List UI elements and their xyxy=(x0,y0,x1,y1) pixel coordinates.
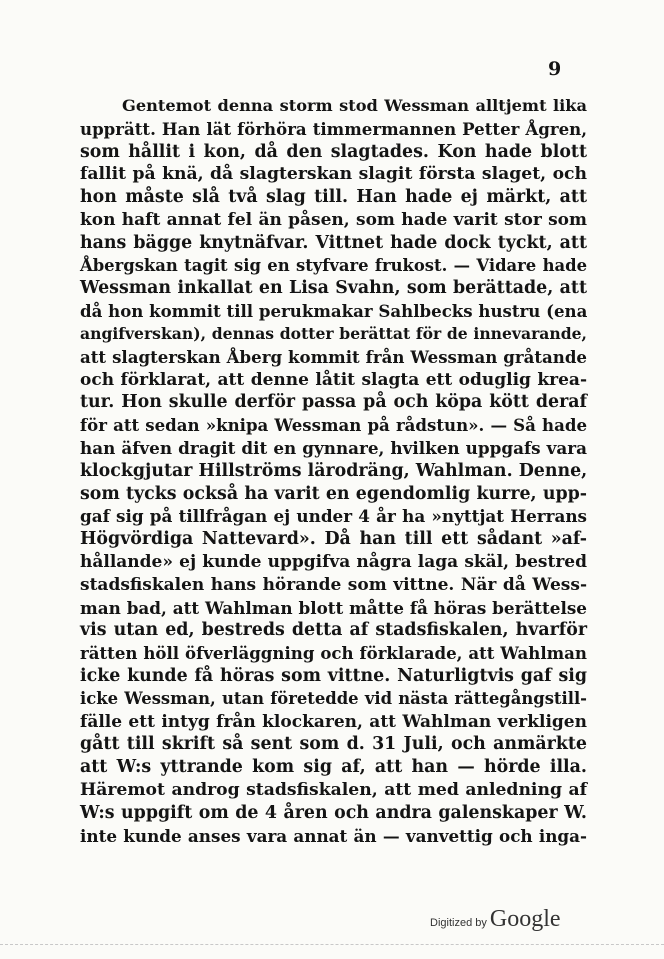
text-line: hon måste slå två slag till. Han hade ej märkt, att xyxy=(80,187,587,208)
text-line: Åbergskan tagit sig en styfvare frukost. — Vidare hade xyxy=(80,255,587,275)
text-line: och förklarat, att denne låtit slagta ett oduglig krea- xyxy=(80,369,587,390)
text-line: Högvördiga Nattevard». Då han till ett sådant »af- xyxy=(80,529,587,550)
text-line: angifverskan), dennas dotter berättat för de innevarande, xyxy=(80,323,587,343)
text-line: klockgjutar Hillströms lärodräng, Wahlman. Denne, xyxy=(80,460,588,481)
text-line: att W:s yttrande kom sig af, att han — hörde illa. xyxy=(80,757,587,778)
text-line: han äfven dragit dit en gynnare, hvilken uppgafs vara xyxy=(80,437,587,458)
text-line: som tycks också ha varit en egendomlig kurre, upp- xyxy=(80,483,587,504)
digitized-watermark xyxy=(430,906,561,933)
text-line: Wessman inkallat en Lisa Svahn, som berättade, att xyxy=(80,278,587,299)
text-line: gått till skrift så sent som d. 31 Juli, och anmärkte xyxy=(80,734,587,755)
text-line: Gentemot denna storm stod Wessman alltjemt lika xyxy=(122,96,587,115)
text-line: vis utan ed, bestreds detta af stadsfiskalen, hvarför xyxy=(80,620,587,641)
text-line: rätten höll öfverläggning och förklarade, att Wahlman xyxy=(80,643,587,664)
scan-edge-divider xyxy=(0,944,664,946)
text-line: fallit på knä, då slagterskan slagit första slaget, och xyxy=(80,164,587,185)
text-line: då hon kommit till perukmakar Sahlbecks hustru (ena xyxy=(80,301,588,322)
text-line: hållande» ej kunde uppgifva några laga skäl, bestred xyxy=(80,551,587,572)
page-number: 9 xyxy=(548,58,562,80)
text-line: för att sedan »knipa Wessman på rådstun». — Så hade xyxy=(80,415,587,436)
text-line: hans bägge knytnäfvar. Vittnet hade dock tyckt, att xyxy=(80,232,587,253)
text-line: man bad, att Wahlman blott måtte få höras berättelse xyxy=(80,597,587,618)
google-logo: Google xyxy=(489,906,561,932)
text-line: gaf sig på tillfrågan ej under 4 år ha »nyttjat Herrans xyxy=(80,506,587,527)
text-line: upprätt. Han lät förhöra timmermannen Petter Ågren, xyxy=(80,118,587,139)
text-line: att slagterskan Åberg kommit från Wessman gråtande xyxy=(80,346,587,367)
text-line: inte kunde anses vara annat än — vanvettig och inga- xyxy=(80,825,587,846)
text-line: som hållit i kon, då den slagtades. Kon hade blott xyxy=(80,141,587,162)
text-line: icke kunde få höras som vittne. Naturligtvis gaf sig xyxy=(80,665,587,686)
text-line: kon haft annat fel än påsen, som hade varit stor som xyxy=(80,209,587,230)
text-line: Häremot androg stadsfiskalen, att med anledning af xyxy=(80,779,587,800)
text-line: tur. Hon skulle derför passa på och köpa kött deraf xyxy=(80,392,587,413)
body-text xyxy=(80,95,587,847)
text-line: icke Wessman, utan företedde vid nästa rättegångstill- xyxy=(80,688,587,708)
digitized-label: Digitized by xyxy=(430,917,487,929)
text-line: fälle ett intyg från klockaren, att Wahlman verkligen xyxy=(80,711,587,732)
text-line: W:s uppgift om de 4 åren och andra galenskaper W. xyxy=(80,802,587,823)
text-line: stadsfiskalen hans hörande som vittne. När då Wess- xyxy=(80,574,587,595)
